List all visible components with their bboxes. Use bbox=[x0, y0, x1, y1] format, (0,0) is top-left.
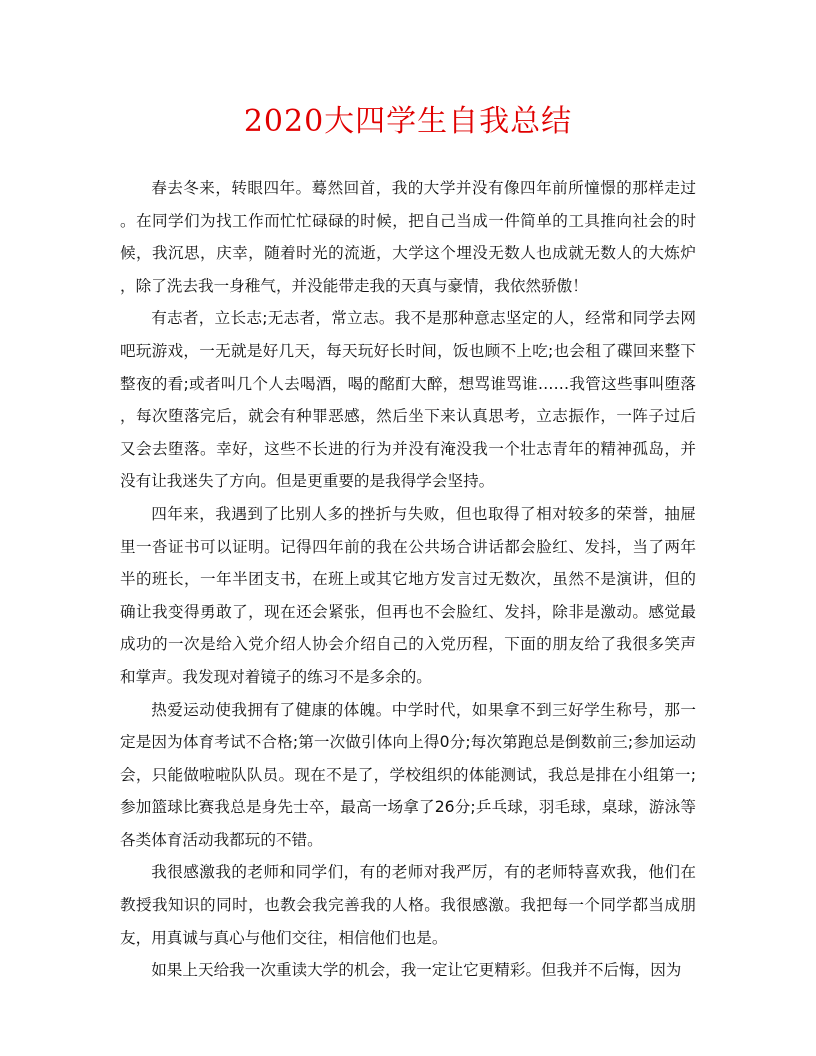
paragraph-3: 四年来，我遇到了比别人多的挫折与失败，但也取得了相对较多的荣誉，抽屉里一沓证书可以证明。记得四年前的我在公共场合讲话都会脸红、发抖，当了两年半的班长，一年半团支书，在班上或其它地方发言过无数次，虽然不是演讲，但的确让我变得勇敢了，现在还会紧张，但再也不会脸红、发抖，除非是激动。感觉最成功的一次是给入党介绍人协会介绍自己的入党历程，下面的朋友给了我很多笑声和掌声。我发现对着镜子的练习不是多余的。 bbox=[120, 504, 696, 686]
paragraph-5: 我很感激我的老师和同学们，有的老师对我严厉，有的老师特喜欢我，他们在教授我知识的同时，也教会我完善我的人格。我很感激。我把每一个同学都当成朋友，用真诚与真心与他们交往，相信他们也是。 bbox=[120, 863, 696, 947]
paragraph-2: 有志者，立长志;无志者，常立志。我不是那种意志坚定的人，经常和同学去网吧玩游戏，一无就是好几天，每天玩好长时间，饭也顾不上吃;也会租了碟回来整下整夜的看;或者叫几个人去喝酒，喝的酩酊大醉，想骂谁骂谁……我管这些事叫堕落，每次堕落完后，就会有种罪恶感，然后坐下来认真思考，立志振作，一阵子过后又会去堕落。幸好，这些不长进的行为并没有淹没我一个壮志青年的精神孤岛，并没有让我迷失了方向。但是更重要的是我得学会坚持。 bbox=[120, 309, 696, 491]
paragraph-1: 春去冬来，转眼四年。蓦然回首，我的大学并没有像四年前所憧憬的那样走过。在同学们为找工作而忙忙碌碌的时候，把自己当成一件简单的工具推向社会的时候，我沉思，庆幸，随着时光的流逝，大学这个埋没无数人也成就无数人的大炼炉，除了洗去我一身稚气，并没能带走我的天真与豪情，我依然骄傲！ bbox=[120, 179, 696, 295]
paragraph-6: 如果上天给我一次重读大学的机会，我一定让它更精彩。但我并不后悔，因为 bbox=[151, 961, 682, 980]
document-body bbox=[120, 172, 696, 987]
document-title: 2020大四学生自我总结 bbox=[243, 104, 573, 139]
paragraph-4: 热爱运动使我拥有了健康的体魄。中学时代，如果拿不到三好学生称号，那一定是因为体育考试不合格;第一次做引体向上得0分;每次第跑总是倒数前三;参加运动会，只能做啦啦队队员。现在不是了，学校组织的体能测试，我总是排在小组第一;参加篮球比赛我总是身先士卒，最高一场拿了26分;乒乓球，羽毛球，桌球，游泳等各类体育活动我都玩的不错。 bbox=[120, 700, 696, 849]
